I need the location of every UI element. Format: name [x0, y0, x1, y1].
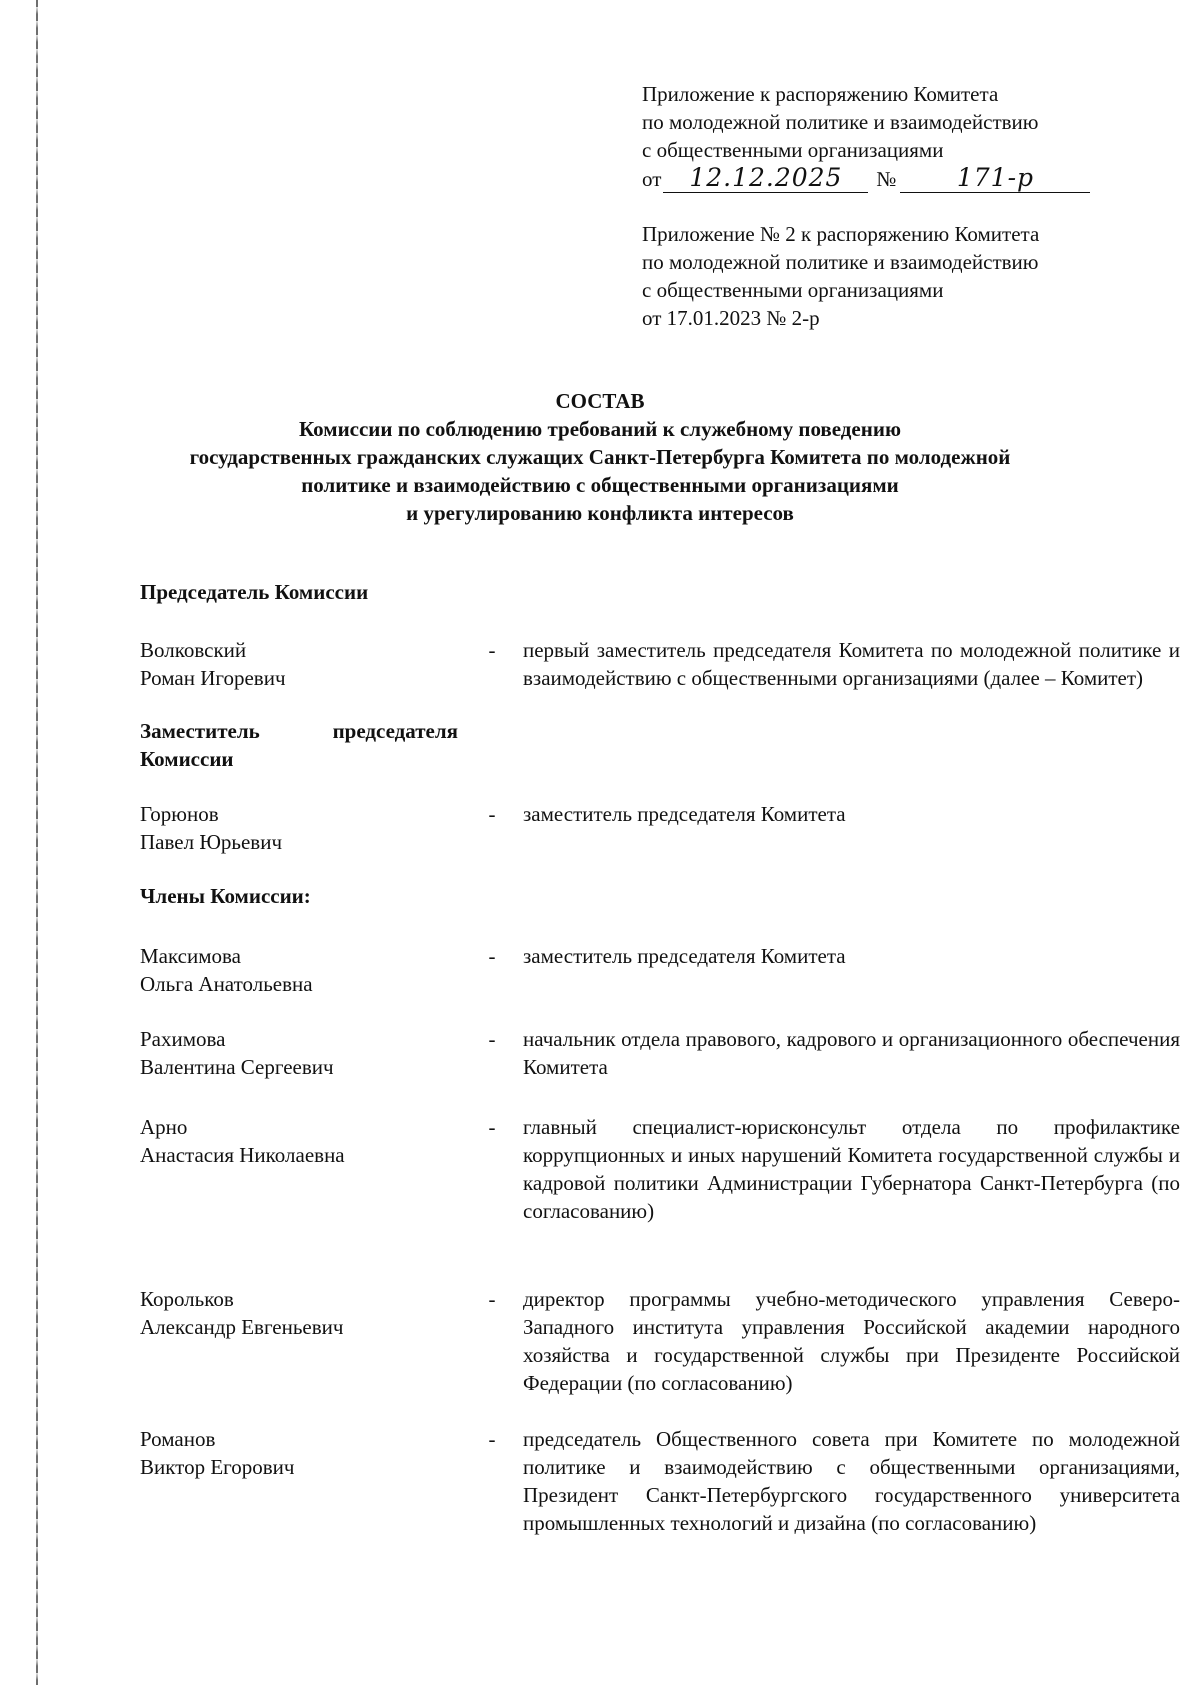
member-name [140, 1425, 470, 1481]
member-given-names: Роман Игоревич [140, 666, 286, 690]
member-surname: Волковский [140, 638, 247, 662]
dash-separator: - [488, 1427, 496, 1451]
appendix-current-date-line [642, 164, 1122, 193]
appendix-current-line1: Приложение к распоряжению Комитета [642, 82, 999, 106]
member-surname: Романов [140, 1427, 216, 1451]
handwritten-order-date: 12.12.2025 [663, 164, 868, 193]
section-members-heading: Члены Комиссии: [140, 884, 311, 908]
section-deputy-heading [140, 717, 458, 773]
member-role: председатель Общественного совета при Комитете по молодежной политике и взаимодействию с общественными организациями, Президент Санкт-Петербургского государственного университета промышленных технологий и дизайна (по согласованию) [523, 1427, 1180, 1535]
member-role: начальник отдела правового, кадрового и организационного обеспечения Комитета [523, 1027, 1180, 1079]
member-given-names: Виктор Егорович [140, 1455, 295, 1479]
member-given-names: Валентина Сергеевич [140, 1055, 334, 1079]
member-name [140, 1025, 470, 1081]
member-role: директор программы учебно-методического управления Северо-Западного института управления Российской академии народного хозяйства и государственной службы при Президенте Российской Федерации (по согласованию) [523, 1287, 1180, 1395]
member-name [140, 800, 470, 856]
appendix-original-line1: Приложение № 2 к распоряжению Комитета [642, 222, 1040, 246]
document-subtitle [150, 415, 1050, 527]
member-role: заместитель председателя Комитета [523, 944, 846, 968]
subtitle-line3: политике и взаимодействию с общественными организациями [301, 473, 899, 497]
member-surname: Арно [140, 1115, 188, 1139]
member-name [140, 636, 470, 692]
appendix-original-header [642, 220, 1122, 332]
dash-separator: - [488, 944, 496, 968]
member-given-names: Александр Евгеньевич [140, 1315, 344, 1339]
number-label: № [876, 167, 897, 191]
appendix-original-line2: по молодежной политике и взаимодействию [642, 250, 1039, 274]
appendix-current-line2: по молодежной политике и взаимодействию [642, 110, 1039, 134]
appendix-original-line4: от 17.01.2023 № 2-р [642, 306, 820, 330]
section-chair-heading: Председатель Комиссии [140, 580, 369, 604]
dash-separator: - [488, 1027, 496, 1051]
appendix-current-line3: с общественными организациями [642, 138, 944, 162]
member-role: первый заместитель председателя Комитета по молодежной политике и взаимодействию с общественными организациями (далее – Комитет) [523, 638, 1180, 690]
deputy-heading-word2: председателя [332, 719, 458, 743]
member-given-names: Ольга Анатольевна [140, 972, 313, 996]
scan-left-edge [36, 0, 38, 1685]
subtitle-line4: и урегулированию конфликта интересов [406, 501, 794, 525]
handwritten-order-number: 171-р [900, 164, 1090, 193]
dash-separator: - [488, 1287, 496, 1311]
dash-separator: - [488, 638, 496, 662]
member-surname: Максимова [140, 944, 241, 968]
member-surname: Горюнов [140, 802, 219, 826]
member-given-names: Анастасия Николаевна [140, 1143, 345, 1167]
from-label: от [642, 167, 662, 191]
member-surname: Корольков [140, 1287, 234, 1311]
dash-separator: - [488, 802, 496, 826]
member-name [140, 1285, 470, 1341]
member-role: заместитель председателя Комитета [523, 802, 846, 826]
member-given-names: Павел Юрьевич [140, 830, 283, 854]
member-surname: Рахимова [140, 1027, 226, 1051]
member-role: главный специалист-юрисконсульт отдела по профилактике коррупционных и иных нарушений Комитета государственной службы и кадровой политики Администрации Губернатора Санкт-Петербурга (по согласованию) [523, 1115, 1180, 1223]
member-name [140, 942, 470, 998]
subtitle-line1: Комиссии по соблюдению требований к служебному поведению [298, 417, 901, 441]
appendix-current-header [642, 80, 1122, 193]
member-name [140, 1113, 470, 1169]
appendix-original-line3: с общественными организациями [642, 278, 944, 302]
deputy-heading-word3: Комиссии [140, 747, 234, 771]
dash-separator: - [488, 1115, 496, 1139]
subtitle-line2: государственных гражданских служащих Санкт-Петербурга Комитета по молодежной [189, 445, 1011, 469]
deputy-heading-word1: Заместитель [140, 719, 260, 743]
document-title: СОСТАВ [555, 389, 645, 413]
